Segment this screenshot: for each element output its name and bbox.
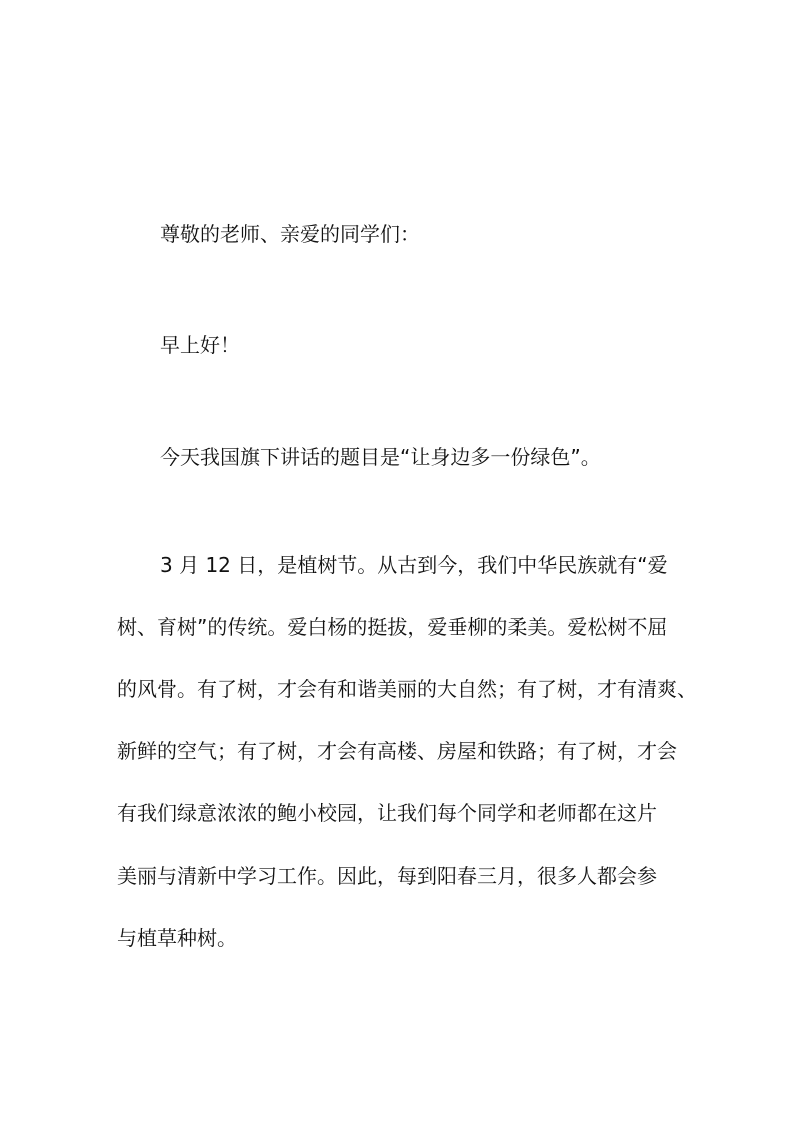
paragraph-line: 树、育树”的传统。爱白杨的挺拔，爱垂柳的柔美。爱松树不屈	[117, 615, 668, 639]
speech-topic: 今天我国旗下讲话的题目是“让身边多一份绿色”。	[160, 445, 601, 469]
paragraph-line: 3 月 12 日，是植树节。从古到今，我们中华民族就有“爱	[160, 553, 668, 577]
paragraph-line: 新鲜的空气；有了树，才会有高楼、房屋和铁路；有了树，才会	[117, 739, 677, 763]
greeting: 早上好！	[160, 333, 240, 357]
paragraph-line: 有我们绿意浓浓的鲍小校园，让我们每个同学和老师都在这片	[117, 801, 657, 825]
salutation: 尊敬的老师、亲爱的同学们：	[160, 222, 420, 246]
paragraph-line: 与植草种树。	[117, 926, 237, 950]
paragraph-line: 美丽与清新中学习工作。因此，每到阳春三月，很多人都会参	[117, 864, 657, 888]
paragraph-line: 的风骨。有了树，才会有和谐美丽的大自然；有了树，才有清爽、	[117, 677, 697, 701]
